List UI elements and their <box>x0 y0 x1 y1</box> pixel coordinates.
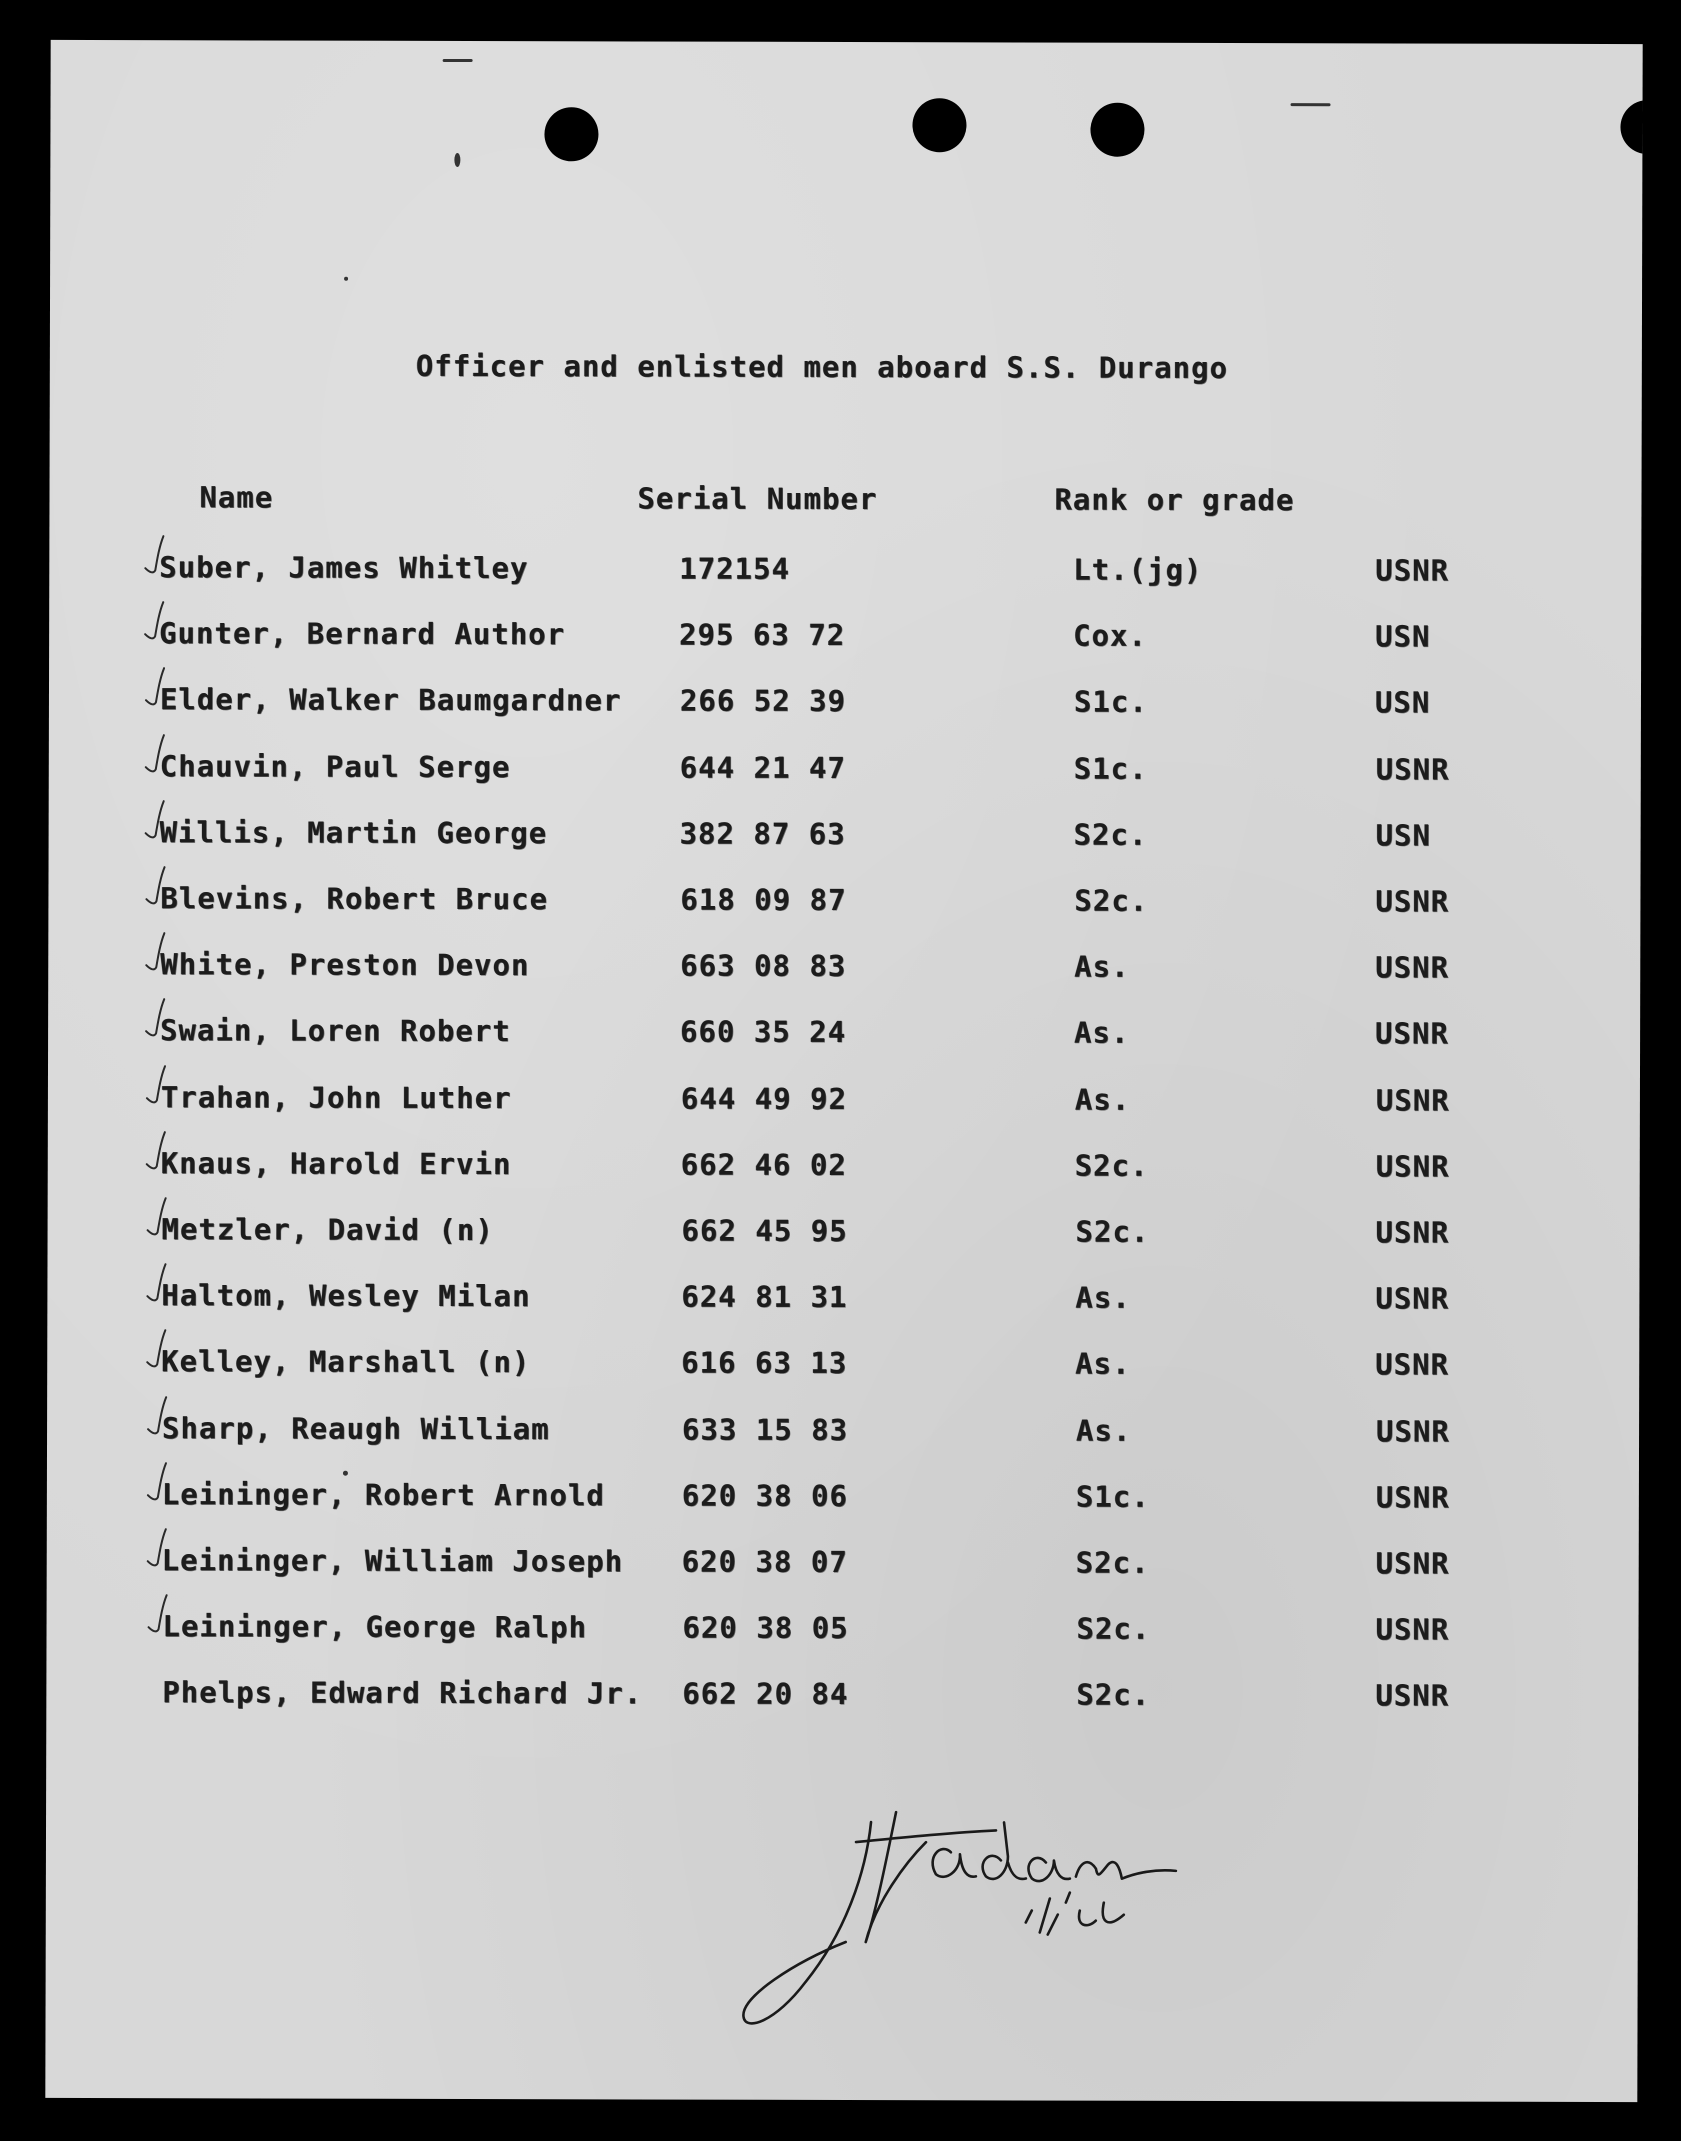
service-branch: USN <box>1375 619 1431 654</box>
rank: S2c. <box>1074 883 1149 918</box>
check-mark <box>142 731 168 777</box>
crew-name: Leininger, Robert Arnold <box>161 1477 605 1513</box>
serial-number: 633 15 83 <box>682 1412 849 1448</box>
rank: S2c. <box>1076 1677 1151 1712</box>
rank: Lt.(jg) <box>1073 552 1203 587</box>
service-branch: USNR <box>1375 950 1450 985</box>
service-branch: USNR <box>1375 1612 1450 1647</box>
crew-name: Willis, Martin George <box>159 815 548 851</box>
check-mark <box>143 1062 169 1108</box>
service-branch: USNR <box>1375 884 1450 919</box>
handwritten-signature <box>735 1782 1296 2053</box>
rank: As. <box>1074 1015 1130 1050</box>
check-mark <box>143 1260 169 1306</box>
check-mark <box>145 1591 171 1637</box>
serial-number: 624 81 31 <box>681 1279 848 1315</box>
check-mark <box>142 995 168 1041</box>
speck <box>1291 103 1331 106</box>
crew-name: Phelps, Edward Richard Jr. <box>162 1675 643 1711</box>
check-mark <box>142 797 168 843</box>
serial-number: 266 52 39 <box>679 683 847 719</box>
rank: S2c. <box>1076 1611 1151 1646</box>
rank: As. <box>1075 1280 1131 1315</box>
check-mark <box>144 1525 170 1571</box>
serial-number: 662 20 84 <box>682 1676 849 1712</box>
service-branch: USNR <box>1375 1480 1450 1515</box>
speck <box>454 153 460 167</box>
crew-name: Elder, Walker Baumgardner <box>159 682 622 718</box>
column-header-name: Name <box>199 480 274 515</box>
service-branch: USNR <box>1375 752 1450 787</box>
service-branch: USNR <box>1375 1281 1450 1316</box>
crew-name: Blevins, Robert Bruce <box>160 881 549 917</box>
check-mark <box>141 532 167 578</box>
document-page <box>45 40 1642 2102</box>
column-header-serial: Serial Number <box>637 481 878 517</box>
crew-name: White, Preston Devon <box>160 947 530 983</box>
rank: S1c. <box>1073 684 1148 719</box>
crew-name: Swain, Loren Robert <box>160 1013 511 1049</box>
service-branch: USNR <box>1375 1347 1450 1382</box>
crew-name: Haltom, Wesley Milan <box>161 1278 531 1314</box>
punch-hole-center <box>912 98 966 152</box>
rank: S2c. <box>1075 1545 1150 1580</box>
column-header-rank: Rank or grade <box>1054 482 1295 518</box>
crew-name: Kelley, Marshall (n) <box>161 1344 531 1380</box>
crew-name: Sharp, Reaugh William <box>162 1411 550 1447</box>
rank: S2c. <box>1074 1148 1149 1183</box>
rank: S2c. <box>1073 817 1148 852</box>
serial-number: 662 46 02 <box>680 1147 847 1183</box>
check-mark <box>142 929 168 975</box>
punch-hole-center-right <box>1090 103 1144 157</box>
check-mark <box>143 1326 169 1372</box>
rank: Cox. <box>1073 618 1148 653</box>
crew-name: Knaus, Harold Ervin <box>160 1146 512 1182</box>
serial-number: 620 38 07 <box>681 1544 848 1580</box>
crew-name: Metzler, David (n) <box>161 1212 494 1248</box>
serial-number: 644 21 47 <box>679 750 846 786</box>
speck <box>443 59 473 62</box>
speck <box>343 1471 348 1476</box>
serial-number: 660 35 24 <box>680 1014 847 1050</box>
serial-number: 663 08 83 <box>680 948 847 984</box>
service-branch: USNR <box>1375 1678 1450 1713</box>
service-branch: USN <box>1375 818 1432 853</box>
check-mark <box>142 863 168 909</box>
service-branch: USNR <box>1375 1546 1450 1581</box>
serial-number: 620 38 05 <box>682 1610 849 1646</box>
service-branch: USNR <box>1375 1016 1449 1051</box>
rank: As. <box>1074 949 1130 984</box>
serial-number: 172154 <box>679 551 791 586</box>
service-branch: USNR <box>1375 1083 1450 1118</box>
check-mark <box>144 1393 170 1439</box>
serial-number: 620 38 06 <box>681 1478 849 1514</box>
service-branch: USNR <box>1376 1414 1450 1449</box>
crew-name: Leininger, George Ralph <box>162 1609 588 1645</box>
serial-number: 616 63 13 <box>681 1345 848 1381</box>
serial-number: 382 87 63 <box>679 816 846 852</box>
serial-number: 662 45 95 <box>681 1213 848 1249</box>
rank: As. <box>1074 1082 1131 1117</box>
crew-name: Trahan, John Luther <box>160 1080 512 1116</box>
crew-name: Chauvin, Paul Serge <box>159 749 511 785</box>
crew-name: Leininger, William Joseph <box>161 1543 624 1579</box>
check-mark <box>143 1128 169 1174</box>
punch-hole-right-edge <box>1620 100 1642 154</box>
rank: As. <box>1075 1346 1131 1381</box>
service-branch: USN <box>1374 685 1431 720</box>
document-title: Officer and enlisted men aboard S.S. Durango <box>415 348 1229 386</box>
service-branch: USNR <box>1375 1149 1450 1184</box>
rank: S1c. <box>1073 751 1148 786</box>
serial-number: 295 63 72 <box>679 617 846 653</box>
check-mark <box>144 1194 170 1240</box>
speck <box>344 277 348 281</box>
punch-hole-left <box>544 107 598 161</box>
service-branch: USNR <box>1375 553 1450 588</box>
serial-number: 644 49 92 <box>680 1081 848 1117</box>
crew-name: Gunter, Bernard Author <box>159 616 566 652</box>
check-mark <box>142 664 168 710</box>
service-branch: USNR <box>1375 1215 1450 1250</box>
rank: S1c. <box>1075 1479 1150 1514</box>
serial-number: 618 09 87 <box>680 882 847 918</box>
check-mark <box>141 598 167 644</box>
rank: S2c. <box>1075 1214 1150 1249</box>
crew-name: Suber, James Whitley <box>159 550 529 586</box>
rank: As. <box>1076 1413 1132 1448</box>
check-mark <box>144 1459 170 1505</box>
